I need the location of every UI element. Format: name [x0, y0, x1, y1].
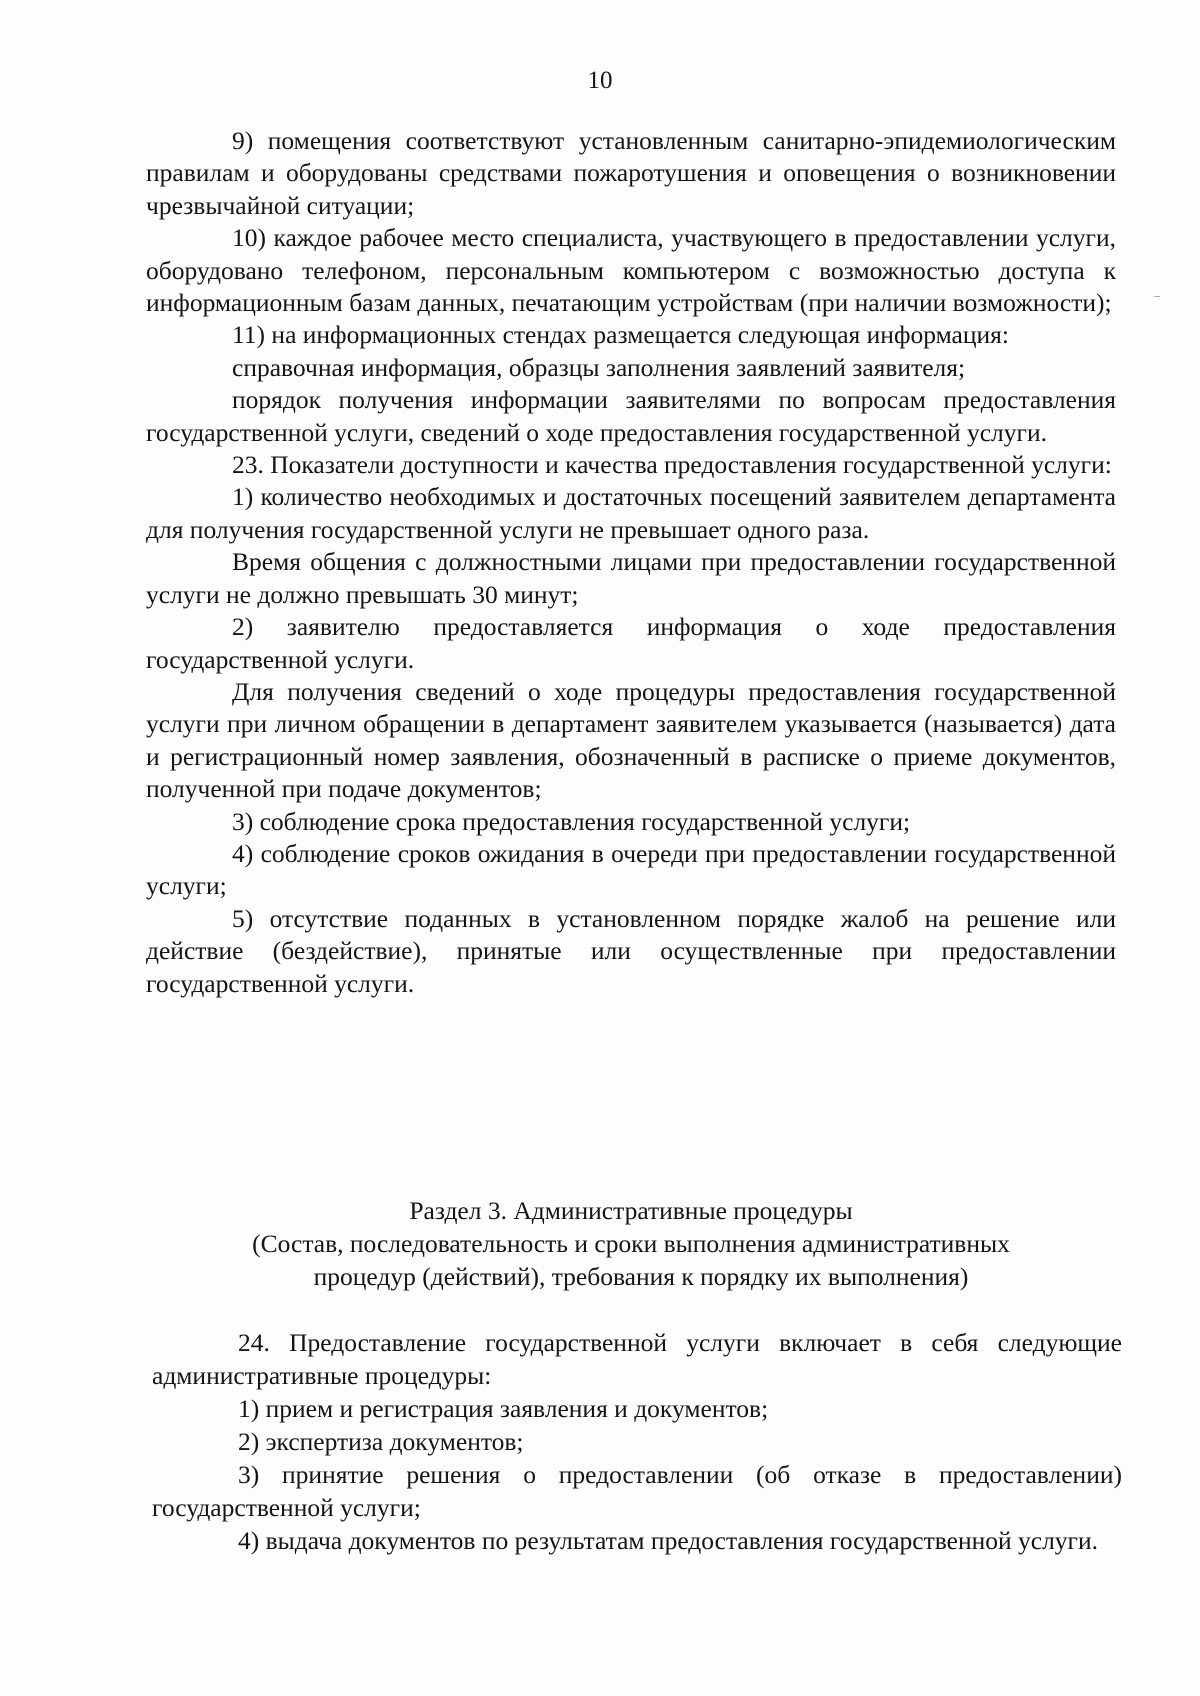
- section-subtitle-line1: (Состав, последовательность и сроки выполнения административных: [252, 1229, 1010, 1258]
- paragraph-clause-23: 23. Показатели доступности и качества предоставления государственной услуги:: [232, 450, 1112, 480]
- paragraph-indicator-3: 3) соблюдение срока предоставления государственной услуги;: [232, 806, 911, 836]
- document-body-part2: [152, 1326, 1122, 1557]
- paragraph-item-9: 9) помещения соответствуют установленным санитарно-эпидемиологическим правилам и оборудованы средствами пожаротушения и оповещения о возникновении чрезвычайной ситуации;: [146, 126, 1116, 220]
- paragraph-procedure-2: 2) экспертиза документов;: [238, 1427, 524, 1456]
- paragraph-indicator-4: 4) соблюдение сроков ожидания в очереди при предоставлении государственной услуги;: [146, 838, 1116, 901]
- paragraph-procedure-3: 3) принятие решения о предоставлении (об отказе в предоставлении) государственной услуги;: [152, 1460, 1122, 1522]
- paragraph-clause-24: 24. Предоставление государственной услуги включает в себя следующие административные процедуры:: [152, 1328, 1122, 1390]
- paragraph-status-inquiry: Для получения сведений о ходе процедуры предоставления государственной услуги при личном обращении в департамент заявителем указывается (называется) дата и регистрационный номер заявления, обозначенный в расписке о приеме документов, полученной при подаче документов;: [146, 676, 1116, 804]
- paragraph-item-10: 10) каждое рабочее место специалиста, участвующего в предоставлении услуги, оборудовано телефоном, персональным компьютером с возможностью доступа к информационным базам данных, печатающим устройствам (при наличии возможности);: [146, 223, 1116, 318]
- paragraph-info-procedure: порядок получения информации заявителями по вопросам предоставления государственной услуги, сведений о ходе предоставления государственной услуги.: [146, 385, 1116, 447]
- paragraph-procedure-1: 1) прием и регистрация заявления и документов;: [238, 1394, 769, 1423]
- paragraph-procedure-4: 4) выдача документов по результатам предоставления государственной услуги.: [238, 1526, 1099, 1555]
- paragraph-contact-time: Время общения с должностными лицами при предоставлении государственной услуги не должно превышать 30 минут;: [146, 547, 1116, 609]
- section-title: Раздел 3. Административные процедуры: [409, 1196, 853, 1225]
- scan-artifact-mark: [1154, 296, 1160, 297]
- document-body-part1: [146, 125, 1116, 1000]
- page-number: 10: [587, 67, 613, 94]
- paragraph-item-11: 11) на информационных стендах размещается следующая информация:: [232, 320, 1009, 350]
- paragraph-indicator-2: 2) заявителю предоставляется информация о ходе предоставления государственной услуги.: [146, 612, 1116, 674]
- paragraph-indicator-5: 5) отсутствие поданных в установленном порядке жалоб на решение или действие (бездействие), принятые или осуществленные при предоставлении государственной услуги.: [146, 903, 1116, 998]
- section-heading: [146, 1194, 1116, 1293]
- section-subtitle-line2: процедур (действий), требования к порядку их выполнения): [313, 1262, 969, 1291]
- paragraph-indicator-1: 1) количество необходимых и достаточных посещений заявителем департамента для получения государственной услуги не превышает одного раза.: [146, 482, 1116, 544]
- paragraph-reference-info: справочная информация, образцы заполнения заявлений заявителя;: [232, 352, 966, 382]
